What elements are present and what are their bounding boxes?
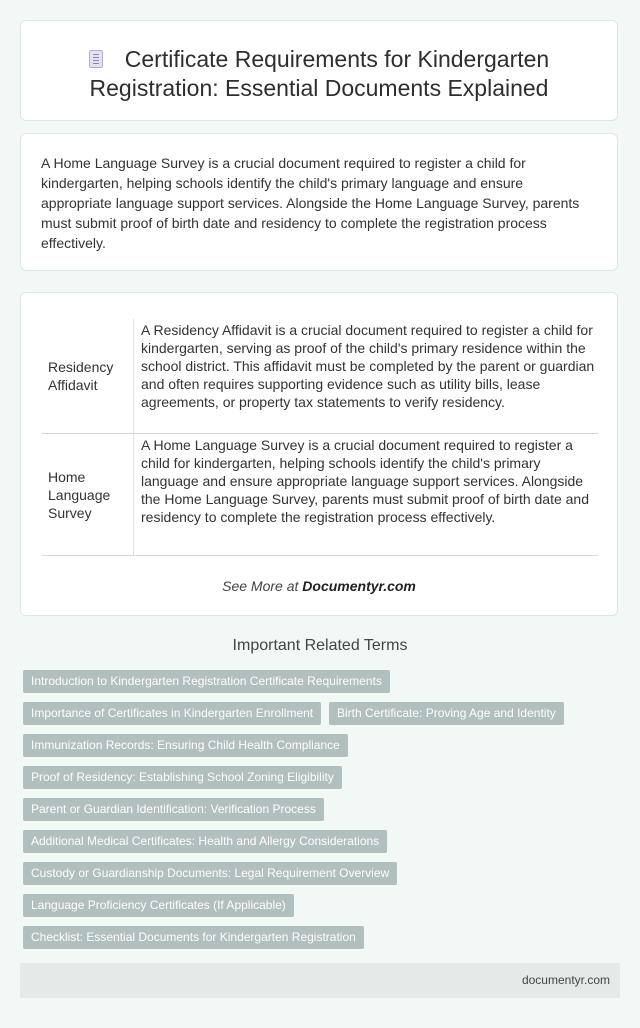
document-description: A Residency Affidavit is a crucial document required to register a child for kindergarten, serving as proof of the child's primary residence within the school district. This affidavit must be completed by the parent or guardian and often requires supporting evidence such as utility bills, lease agreements, or property tax statements to verify residency. <box>141 322 595 410</box>
see-more-site[interactable]: Documentyr.com <box>302 578 416 594</box>
summary-card <box>20 133 618 271</box>
documents-table <box>20 292 618 616</box>
related-term-tag[interactable]: Introduction to Kindergarten Registration Certificate Requirements <box>23 670 390 693</box>
related-term-tag[interactable]: Birth Certificate: Proving Age and Identity <box>329 702 564 725</box>
document-name: Home Language Survey <box>42 434 134 555</box>
document-description: A Home Language Survey is a crucial document required to register a child for kindergarten, helping schools identify the child's primary language and ensure appropriate language support services. Alongside the Home Language Survey, parents must submit proof of birth date and residency to complete the registration process effectively. <box>141 437 589 525</box>
related-term-tag[interactable]: Checklist: Essential Documents for Kindergarten Registration <box>23 926 364 949</box>
footer <box>20 963 620 998</box>
summary-text: A Home Language Survey is a crucial document required to register a child for kindergarten, helping schools identify the child's primary language and ensure appropriate language support services. Alongside the Home Language Survey, parents must submit proof of birth date and residency to complete the registration process effectively. <box>41 155 580 251</box>
see-more-link[interactable] <box>21 578 617 594</box>
related-term-tag[interactable]: Custody or Guardianship Documents: Legal Requirement Overview <box>23 862 397 885</box>
document-icon <box>89 50 103 68</box>
related-term-tag[interactable]: Importance of Certificates in Kindergarten Enrollment <box>23 702 321 725</box>
related-term-tag[interactable]: Immunization Records: Ensuring Child Health Compliance <box>23 734 348 757</box>
related-term-tag[interactable]: Proof of Residency: Establishing School Zoning Eligibility <box>23 766 342 789</box>
title-line-2: Registration: Essential Documents Explained <box>89 75 549 101</box>
page-title <box>21 45 617 103</box>
table-row <box>42 434 598 556</box>
related-term-tag[interactable]: Additional Medical Certificates: Health and Allergy Considerations <box>23 830 387 853</box>
document-name: Residency Affidavit <box>42 319 134 433</box>
table-row <box>42 319 598 434</box>
see-more-prefix: See More at <box>222 578 303 594</box>
related-term-tag[interactable]: Parent or Guardian Identification: Verification Process <box>23 798 324 821</box>
related-term-tag[interactable]: Language Proficiency Certificates (If Applicable) <box>23 894 294 917</box>
title-card <box>20 20 618 121</box>
title-line-1: Certificate Requirements for Kindergarten <box>124 46 550 72</box>
footer-site[interactable]: documentyr.com <box>521 973 610 987</box>
related-terms-heading: Important Related Terms <box>232 637 408 654</box>
